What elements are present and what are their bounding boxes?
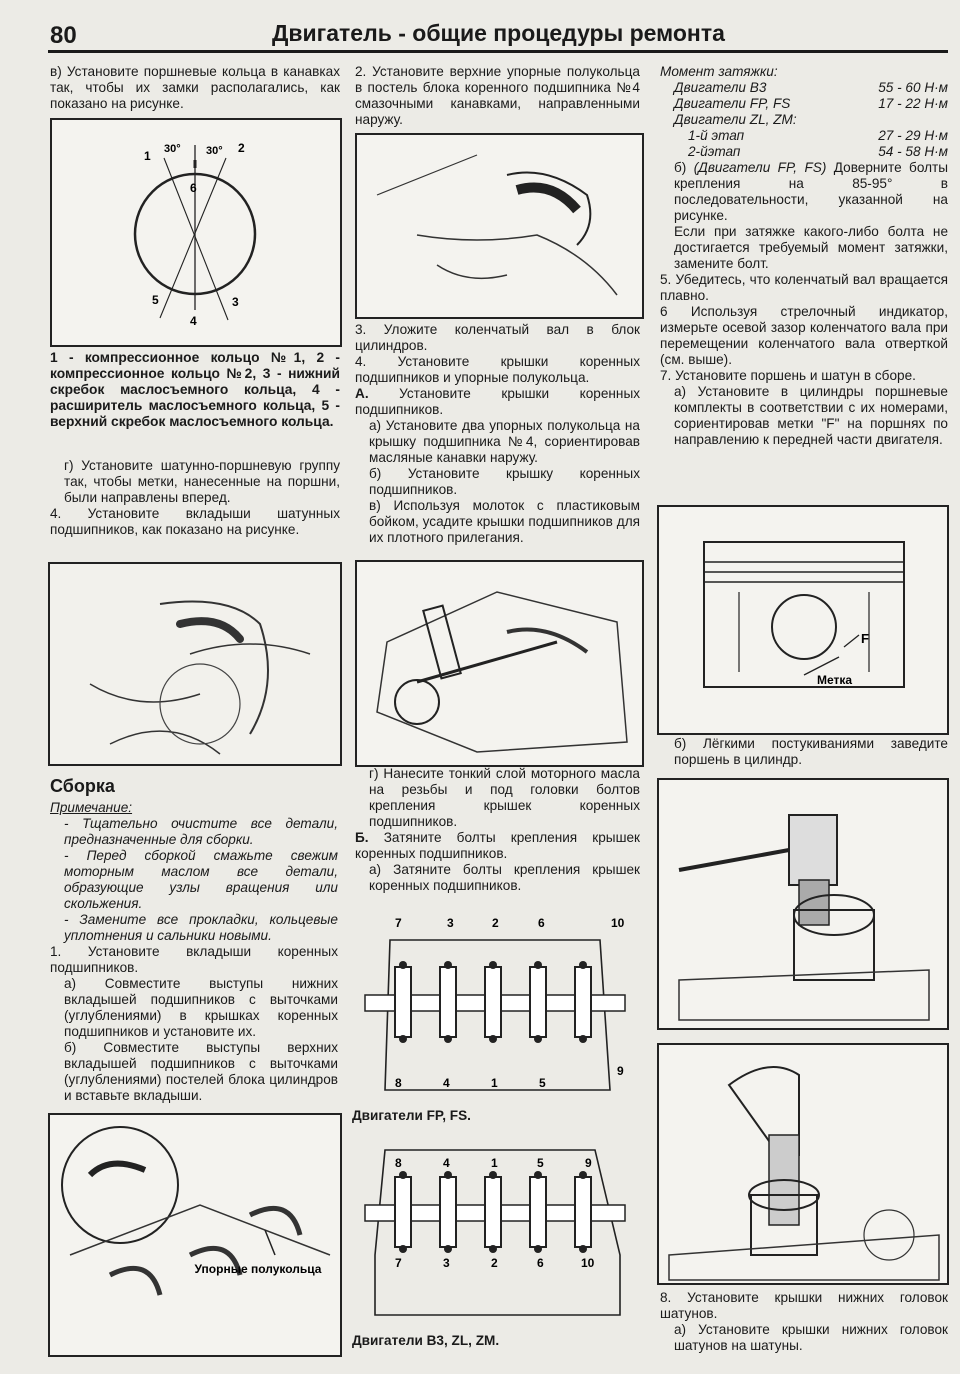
caption-b3-zl-zm: Двигатели B3, ZL, ZM. bbox=[352, 1333, 500, 1348]
ring-label-2: 2 bbox=[238, 141, 245, 155]
crankshaft-diagram-fp-fs bbox=[355, 905, 638, 1100]
col3-block2 bbox=[660, 736, 948, 768]
note-1: - Тщательно очистите все детали, предназначенные для сборки. bbox=[64, 816, 338, 847]
col2-p6: б) Установите крышку коренных подшипников. bbox=[369, 466, 640, 497]
header-rule bbox=[48, 50, 948, 53]
col3-block3 bbox=[660, 1290, 948, 1354]
col3-p1-prefix: б) bbox=[674, 160, 694, 175]
piston-tap-figure bbox=[657, 778, 949, 1030]
col1-p1: в) Установите поршневые кольца в канавках так, чтобы их замки располагались, как показано на рисунке. bbox=[50, 64, 340, 111]
col3-p8: 8. Установите крышки нижних головок шатунов. bbox=[660, 1290, 948, 1321]
torque-stage-2-value: 54 - 58 Н·м bbox=[878, 144, 948, 159]
thrust-washer-label bbox=[195, 1262, 322, 1276]
crankshaft-diagram-b3-zl-zm bbox=[355, 1135, 638, 1320]
piston-F-mark: F bbox=[861, 631, 869, 646]
col1-p5: а) Совместите выступы нижних вкладышей подшипников с выточками (углублениями) в крышках коренных подшипников и установите их. bbox=[64, 976, 338, 1039]
bolt-seq2-top-2: 1 bbox=[491, 1156, 498, 1170]
ring-label-5: 5 bbox=[152, 293, 159, 307]
col1-notes bbox=[50, 800, 338, 1104]
section-heading-assembly: Сборка bbox=[50, 776, 115, 796]
bolt-seq2-bottom-2: 2 bbox=[491, 1256, 498, 1270]
torque-title: Момент затяжки: bbox=[660, 64, 778, 79]
col3-p2: Если при затяжке какого-либо болта не достигается требуемый момент затяжки, замените болт. bbox=[674, 224, 948, 271]
tightening-sequence-b3-figure bbox=[355, 1135, 638, 1320]
hammer-piston-illustration bbox=[659, 780, 947, 1028]
col2-p8: г) Нанесите тонкий слой моторного масла на резьбы и под головки болтов крепления крышек коренных подшипников. bbox=[369, 766, 640, 829]
thrust-washer-label-text: Упорные полукольца bbox=[194, 1262, 322, 1276]
conrod-bearing-figure bbox=[48, 562, 342, 766]
piston-press-figure bbox=[657, 1043, 949, 1285]
torque-stage-1-label: 1-й этап bbox=[688, 128, 745, 143]
piston-mark-figure bbox=[657, 505, 949, 735]
ring-gap-diagram bbox=[52, 120, 340, 345]
bolt-seq-top-3: 6 bbox=[538, 916, 545, 930]
bolt-seq-top-1: 3 bbox=[447, 916, 454, 930]
col3-p3: 5. Убедитесь, что коленчатый вал вращается плавно. bbox=[660, 272, 948, 303]
col2-p4-text: Установите крышки коренных подшипников. bbox=[355, 386, 641, 417]
col1-block2 bbox=[50, 458, 340, 538]
col2-p7: в) Используя молоток с пластиковым бойком, усадите крышки подшипников для их плотного прилегания. bbox=[369, 498, 640, 545]
piston-mark-label: Метка bbox=[817, 673, 853, 687]
torque-row-b3-value: 55 - 60 Н·м bbox=[878, 80, 948, 95]
bearing-cap-install-figure bbox=[355, 560, 644, 767]
bolt-seq-top-0: 7 bbox=[395, 916, 402, 930]
col1-p4: 1. Установите вкладыши коренных подшипников. bbox=[50, 944, 338, 975]
bolt-seq2-bottom-4: 10 bbox=[581, 1256, 595, 1270]
col2-p2: 3. Уложите коленчатый вал в блок цилиндров. bbox=[355, 322, 640, 353]
col3-p7: б) Лёгкими постукиваниями заведите поршень в цилиндр. bbox=[674, 736, 948, 767]
col2-p10: а) Затяните болты крепления крышек коренных подшипников. bbox=[369, 862, 640, 893]
bolt-seq2-bottom-3: 6 bbox=[537, 1256, 544, 1270]
col3-p1-text: Доверните болты крепления на 85-95° в последовательности, указанной на рисунке. bbox=[674, 160, 949, 223]
col2-intro bbox=[355, 64, 640, 128]
bolt-seq-bottom-0: 8 bbox=[395, 1076, 402, 1090]
col3-p9: а) Установите крышки нижних головок шатунов на шатуны. bbox=[674, 1322, 948, 1353]
torque-row-b3-label: Двигатели B3 bbox=[674, 80, 767, 95]
col3-p5: 7. Установите поршень и шатун в сборе. bbox=[660, 368, 916, 383]
bolt-seq-top-4: 10 bbox=[611, 916, 625, 930]
col2-p9-prefix: Б. bbox=[355, 830, 369, 845]
col3-p6: а) Установите в цилиндры поршневые комплекты в соответствии с их номерами, сориентировав метки "F" на поршнях по направлению к передней части двигателя. bbox=[674, 384, 948, 447]
bolt-seq2-bottom-1: 3 bbox=[443, 1256, 450, 1270]
thrust-washer-install-illustration bbox=[357, 135, 642, 317]
ring-label-4: 4 bbox=[190, 314, 197, 328]
bolt-seq-bottom-4: 9 bbox=[617, 1064, 624, 1078]
torque-stage-2-label: 2-йэтап bbox=[688, 144, 741, 159]
bolt-seq-top-2: 2 bbox=[492, 916, 499, 930]
col2-block3 bbox=[355, 766, 640, 894]
bolt-seq2-top-3: 5 bbox=[537, 1156, 544, 1170]
bearing-cap-illustration bbox=[357, 562, 642, 765]
torque-row-fp-fs-label: Двигатели FP, FS bbox=[674, 96, 791, 111]
ring-label-6: 6 bbox=[190, 181, 197, 195]
bolt-seq-bottom-1: 4 bbox=[443, 1076, 450, 1090]
torque-stage-1-value: 27 - 29 Н·м bbox=[878, 128, 948, 143]
tightening-sequence-fp-fs-figure bbox=[355, 905, 638, 1100]
torque-row-fp-fs bbox=[660, 96, 948, 112]
col3-p4: 6 Используя стрелочный индикатор, измерьте осевой зазор коленчатого вала при перемещении коленчатого вала отверткой (см. выше). bbox=[660, 304, 948, 367]
torque-zl-label: Двигатели ZL, ZM: bbox=[674, 112, 797, 127]
page-number: 80 bbox=[50, 22, 77, 49]
torque-stage-1 bbox=[660, 128, 948, 144]
ring-angle-right: 30° bbox=[206, 145, 223, 157]
hand-piston-illustration bbox=[659, 1045, 947, 1283]
note-2: - Перед сборкой смажьте свежим моторным маслом все детали, образующие узлы вращения или скольжения. bbox=[64, 848, 338, 911]
bolt-seq2-top-0: 8 bbox=[395, 1156, 402, 1170]
col3-p1 bbox=[660, 160, 948, 224]
col1-p6: б) Совместите выступы верхних вкладышей подшипников с выточками (углублениями) постелей блока цилиндров и вставьте вкладыши. bbox=[64, 1040, 338, 1103]
col2-p9 bbox=[355, 830, 640, 862]
bolt-seq2-top-1: 4 bbox=[443, 1156, 450, 1170]
page-title: Двигатель - общие процедуры ремонта bbox=[272, 20, 725, 46]
ring-label-1: 1 bbox=[144, 149, 151, 163]
col1-intro bbox=[50, 64, 340, 112]
caption-fp-fs: Двигатели FP, FS. bbox=[352, 1108, 471, 1123]
col2-p5: а) Установите два упорных полукольца на крышку подшипника №4, сориентировав масляные канавки наружу. bbox=[369, 418, 640, 465]
ring-legend bbox=[50, 350, 340, 430]
col1-p3: 4. Установите вкладыши шатунных подшипников, как показано на рисунке. bbox=[50, 506, 340, 537]
bolt-seq-bottom-2: 1 bbox=[491, 1076, 498, 1090]
note-3: - Замените все прокладки, кольцевые уплотнения и сальники новыми. bbox=[64, 912, 338, 943]
col1-p2: г) Установите шатунно-поршневую группу так, чтобы метки, нанесенные на поршни, были направлены вперед. bbox=[64, 458, 340, 505]
col2-p3: 4. Установите крышки коренных подшипников и упорные полукольца. bbox=[355, 354, 640, 385]
col2-p9-text: Затяните болты крепления крышек коренных подшипников. bbox=[355, 830, 640, 861]
col3-p1-italic: (Двигатели FP, FS) bbox=[693, 160, 827, 175]
bolt-seq-bottom-3: 5 bbox=[539, 1076, 546, 1090]
ring-angle-left: 30° bbox=[164, 143, 181, 155]
col2-block2 bbox=[355, 322, 640, 546]
piston-illustration bbox=[659, 507, 947, 733]
conrod-bearing-illustration bbox=[50, 564, 340, 764]
bolt-seq2-top-4: 9 bbox=[585, 1156, 592, 1170]
col2-p1: 2. Установите верхние упорные полукольца в постель блока коренного подшипника №4 смазочными канавками, направленными наружу. bbox=[355, 64, 640, 127]
bolt-seq2-bottom-0: 7 bbox=[395, 1256, 402, 1270]
torque-row-b3 bbox=[660, 80, 948, 96]
ring-legend-text: 1 - компрессионное кольцо №1, 2 - компрессионное кольцо №2, 3 - нижний скребок маслосъемного кольца, 4 - расширитель маслосъемного кольца, 5 - верхний скребок маслосъемного кольца. bbox=[50, 350, 340, 429]
thrust-washer-install-figure bbox=[355, 133, 644, 319]
torque-spec-block bbox=[660, 64, 948, 448]
ring-label-3: 3 bbox=[232, 295, 239, 309]
col2-p4 bbox=[355, 386, 640, 418]
piston-ring-figure bbox=[50, 118, 342, 347]
torque-stage-2 bbox=[660, 144, 948, 160]
thrust-washer-figure bbox=[48, 1113, 342, 1357]
note-label: Примечание: bbox=[50, 800, 133, 815]
torque-row-fp-fs-value: 17 - 22 Н·м bbox=[878, 96, 948, 111]
block-bearing-illustration bbox=[50, 1115, 340, 1355]
col2-p4-prefix: А. bbox=[355, 386, 369, 401]
